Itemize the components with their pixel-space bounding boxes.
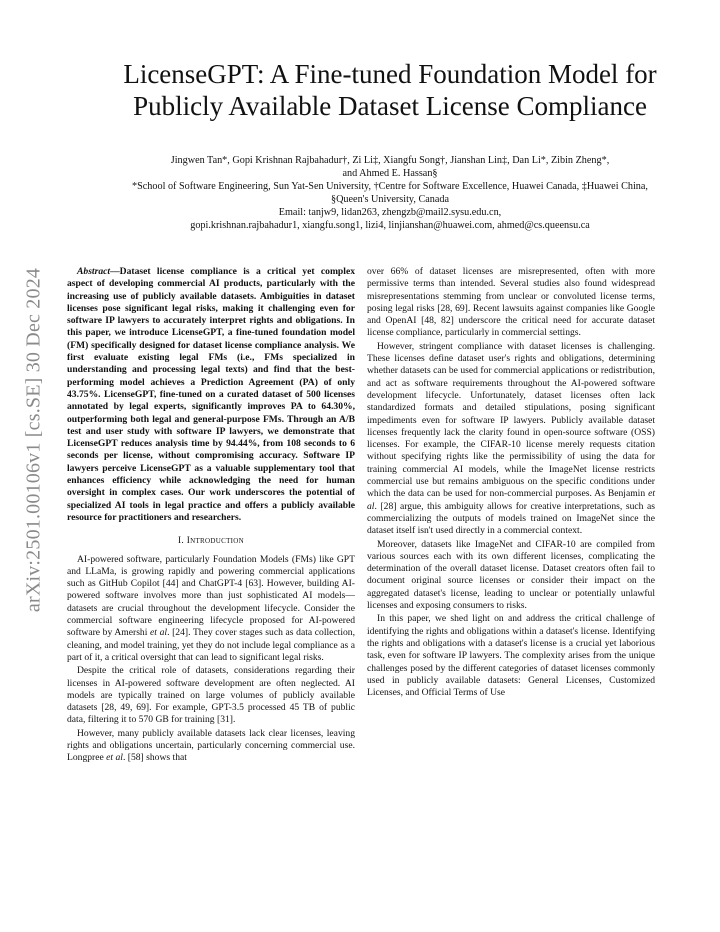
arxiv-identifier-text: arXiv:2501.00106v1 [cs.SE] 30 Dec 2024: [22, 267, 45, 613]
author-block: [60, 154, 720, 232]
intro-paragraph-2: Despite the critical role of datasets, considerations regarding their licenses in AI-powered software development are often neglected. AI models are typically trained on large volumes of publicly available datasets [28, 49, 69]. For example, GPT-3.5 processed 45 TB of public data, filtering it to 570 GB for training [31].: [67, 665, 355, 726]
right-column: [367, 266, 655, 699]
right-paragraph-2: However, stringent compliance with dataset licenses is challenging. These licenses define dataset user's rights and obligations, determining whether datasets can be used for commercial applications or redistribution, and act as software requirements throughout the AI-powered software development lifecycle. Unfortunately, dataset licenses often lack standardized formats and detailed stipulations, posing significant impediments even for software IP lawyers. Publicly available dataset licenses frequently lack the clarity found in open-source software (OSS) licenses. For example, the CIFAR-10 license merely requests citation without specifying rights like the permissibility of using the data for training commercial AI models, while the ImageNet license restricts commercial use but remains ambiguous on the specific conditions under which the data can be used for non-commercial purposes. As Benjamin et al. [28] argue, this ambiguity allows for creative interpretations, such as commercializing the outputs of models trained on ImageNet since the dataset itself isn't used directly in a commercial context.: [367, 340, 655, 537]
intro-paragraph-3: However, many publicly available datasets lack clear licenses, leaving rights and obligations uncertain, particularly concerning commercial use. Longpree et al. [58] shows that: [67, 727, 355, 764]
section-heading-introduction: I. Introduction: [178, 536, 244, 547]
abstract-label: Abstract: [77, 266, 111, 277]
title-line-2: Publicly Available Dataset License Compliance: [133, 91, 647, 121]
email-line-2: gopi.krishnan.rajbahadur1, xiangfu.song1, lizi4, linjianshan@huawei.com, ahmed@cs.queensu.ca: [190, 220, 590, 231]
right-paragraph-4: In this paper, we shed light on and address the critical challenge of identifying the rights and obligations within a dataset's license. Identifying the rights and obligations with a dataset's license is a crucial yet laborious task, even for software IP lawyers. The complexity arises from the unique challenges posed by the different categories of dataset licenses commonly used in publicly available datasets: General Licenses, Customized Licenses, and Official Terms of Use: [367, 613, 655, 699]
right-paragraph-1: over 66% of dataset licenses are misrepresented, often with more permissive terms than intended. Several studies also found widespread misrepresentations stemming from unclear or convoluted license terms, posing legal risks [28, 69]. Recent lawsuits against companies like Google and OpenAI [48, 82] underscore the critical need for accurate dataset license compliance, particularly in commercial settings.: [367, 266, 655, 339]
right-paragraph-3: Moreover, datasets like ImageNet and CIFAR-10 are compiled from various sources each with its own different licenses, complicating the determination of the overall dataset license. Dataset creators often fail to document original source licenses or consider their impact on the aggregated dataset's license, leading to unclear or potentially unlawful licenses and exposing consumers to risks.: [367, 538, 655, 612]
title-line-1: LicenseGPT: A Fine-tuned Foundation Model for: [123, 59, 657, 89]
intro-paragraph-1: AI-powered software, particularly Foundation Models (FMs) like GPT and LLaMa, is growing rapidly and powering commercial applications such as GitHub Copilot [44] and ChatGPT-4 [63]. However, building AI-powered software involves more than just sophisticated AI models—datasets are crucial throughout the development lifecycle. Consider the commercial software engineering lifecycle proposed for AI-powered software by Amershi et al. [24]. They cover stages such as data collection, cleaning, and model training, yet they do not include legal compliance as a part of it, a critical oversight that can lead to significant legal risks.: [67, 553, 355, 663]
abstract-text: —Dataset license compliance is a critical yet complex aspect of developing commercial AI products, particularly with the increasing use of publicly available datasets. Ambiguities in dataset licenses pose significant legal risks, making it challenging even for software IP lawyers to accurately interpret rights and obligations. In this paper, we introduce LicenseGPT, a fine-tuned foundation model (FM) specifically designed for dataset license compliance analysis. We first evaluate existing legal FMs (i.e., FMs specialized in understanding and processing legal texts) and find that the best-performing model achieves a Prediction Agreement (PA) of only 43.75%. LicenseGPT, fine-tuned on a curated dataset of 500 licenses annotated by legal experts, significantly improves PA to 64.30%, outperforming both legal and general-purpose FMs. Through an A/B test and user study with software IP lawyers, we demonstrate that LicenseGPT reduces analysis time by 94.44%, from 108 seconds to 6 seconds per license, without compromising accuracy. Software IP lawyers perceive LicenseGPT as a valuable supplementary tool that enhances efficiency while acknowledging the need for human oversight in complex cases. Our work underscores the potential of specialized AI tools in legal practice and offers a publicly available resource for practitioners and researchers.: [67, 266, 355, 523]
abstract: [67, 266, 355, 524]
affiliation-line-2: §Queen's University, Canada: [330, 194, 450, 205]
author-list: Jingwen Tan*, Gopi Krishnan Rajbahadur†, Zi Li‡, Xiangfu Song†, Jianshan Lin‡, Dan Li*, Zibin Zheng*,: [170, 155, 610, 166]
left-column: [67, 266, 355, 765]
author-list-cont: and Ahmed E. Hassan§: [342, 168, 438, 179]
email-line: Email: tanjw9, lidan263, zhengzb@mail2.sysu.edu.cn,: [278, 207, 502, 218]
affiliation-line: *School of Software Engineering, Sun Yat-Sen University, †Centre for Software Excellence, Huawei Canada, ‡Huawei China,: [132, 181, 648, 192]
paper-title: [60, 58, 720, 122]
arxiv-identifier: [20, 250, 48, 630]
